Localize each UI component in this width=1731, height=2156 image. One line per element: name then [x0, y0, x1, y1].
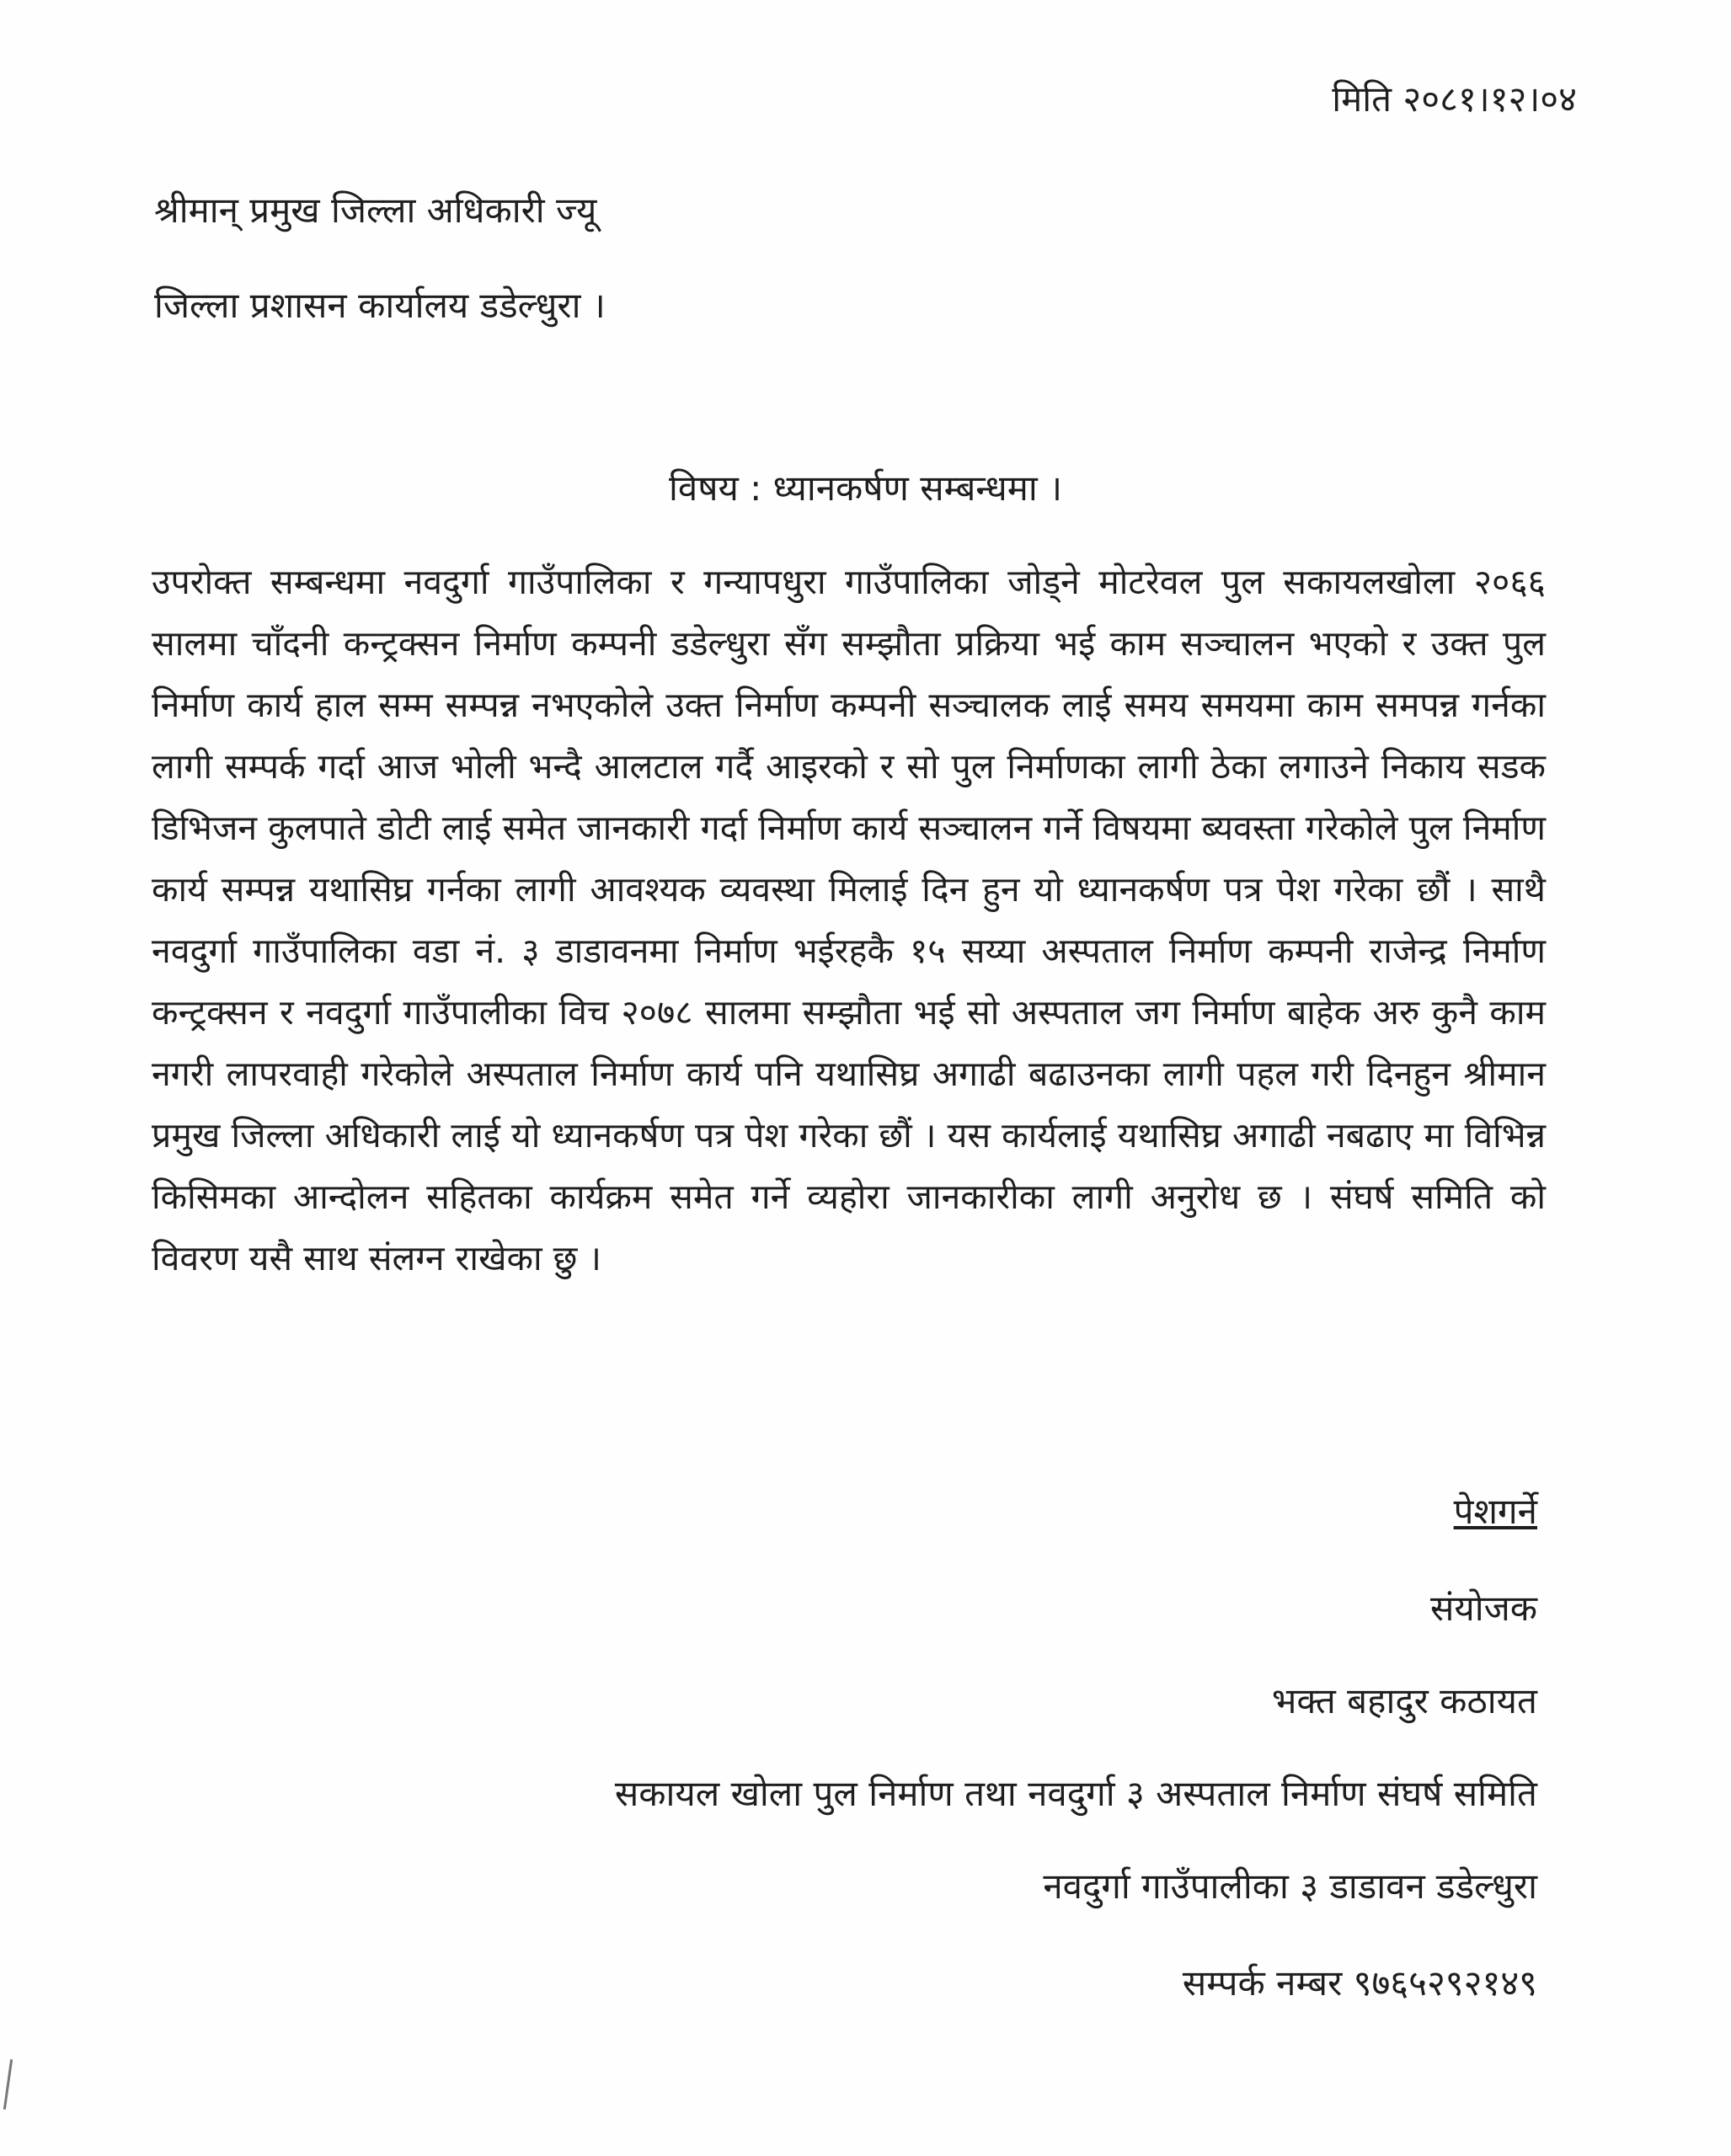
signatory-role: संयोजक — [1429, 1588, 1537, 1629]
recipient-title: श्रीमान् प्रमुख जिल्ला अधिकारी ज्यू — [154, 189, 597, 231]
presented-by-label: पेशगर्ने — [1453, 1491, 1537, 1532]
letter-subject: विषय : ध्यानकर्षण सम्बन्धमा । — [668, 467, 1063, 509]
committee-address: नवदुर्गा गाउँपालीका ३ डाडावन डडेल्धुरा — [1043, 1865, 1537, 1907]
letter-body: उपरोक्त सम्बन्धमा नवदुर्गा गाउँपालिका र गन्यापधुरा गाउँपालिका जोड्ने मोटरेवल पुल सकायलखोला २०६६ सालमा चाँदनी कन्ट्रक्सन निर्माण कम्पनी डडेल्धुरा सँग सम्झौता प्रक्रिया भई काम सञ्चालन भएको र उक्त पुल निर्माण कार्य हाल सम्म सम्पन्न नभएकोले उक्त निर्माण कम्पनी सञ्चालक लाई समय समयमा काम समपन्न गर्नका लागी सम्पर्क गर्दा आज भोली भन्दै आलटाल गर्दै आइरको र सो पुल निर्माणका लागी ठेका लगाउने निकाय सडक डिभिजन कुलपाते डोटी लाई समेत जानकारी गर्दा निर्माण कार्य सञ्चालन गर्ने विषयमा ब्यवस्ता गरेकोले पुल निर्माण कार्य सम्पन्न यथासिघ्र गर्नका लागी आवश्यक व्यवस्था मिलाई दिन हुन यो ध्यानकर्षण पत्र पेश गरेका छौं । साथै नवदुर्गा गाउँपालिका वडा नं. ३ डाडावनमा निर्माण भईरहकै १५ सय्या अस्पताल निर्माण कम्पनी राजेन्द्र निर्माण कन्ट्रक्सन र नवदुर्गा गाउँपालीका विच २०७८ सालमा सम्झौता भई सो अस्पताल जग निर्माण बाहेक अरु कुनै काम नगरी लापरवाही गरेकोले अस्पताल निर्माण कार्य पनि यथासिघ्र अगाढी बढाउनका लागी पहल गरी दिनहुन श्रीमान प्रमुख जिल्ला अधिकारी लाई यो ध्यानकर्षण पत्र पेश गरेका छौं । यस कार्यलाई यथासिघ्र अगाढी नबढाए मा विभिन्न किसिमका आन्दोलन सहितका कार्यक्रम समेत गर्ने व्यहोरा जानकारीका लागी अनुरोध छ । संघर्ष समिति को विवरण यसै साथ संलग्न राखेका छु । — [152, 562, 1546, 1278]
contact-number: सम्पर्क नम्बर ९७६५२९२१४९ — [1182, 1962, 1537, 2004]
signatory-name: भक्त बहादुर कठायत — [1271, 1680, 1537, 1721]
recipient-office: जिल्ला प्रशासन कार्यालय डडेल्धुरा । — [154, 285, 606, 326]
committee-name: सकायल खोला पुल निर्माण तथा नवदुर्गा ३ अस्पताल निर्माण संघर्ष समिति — [614, 1773, 1537, 1814]
scan-edge-mark — [3, 2059, 13, 2110]
letter-date: मिति २०८१।१२।०४ — [1332, 78, 1577, 120]
